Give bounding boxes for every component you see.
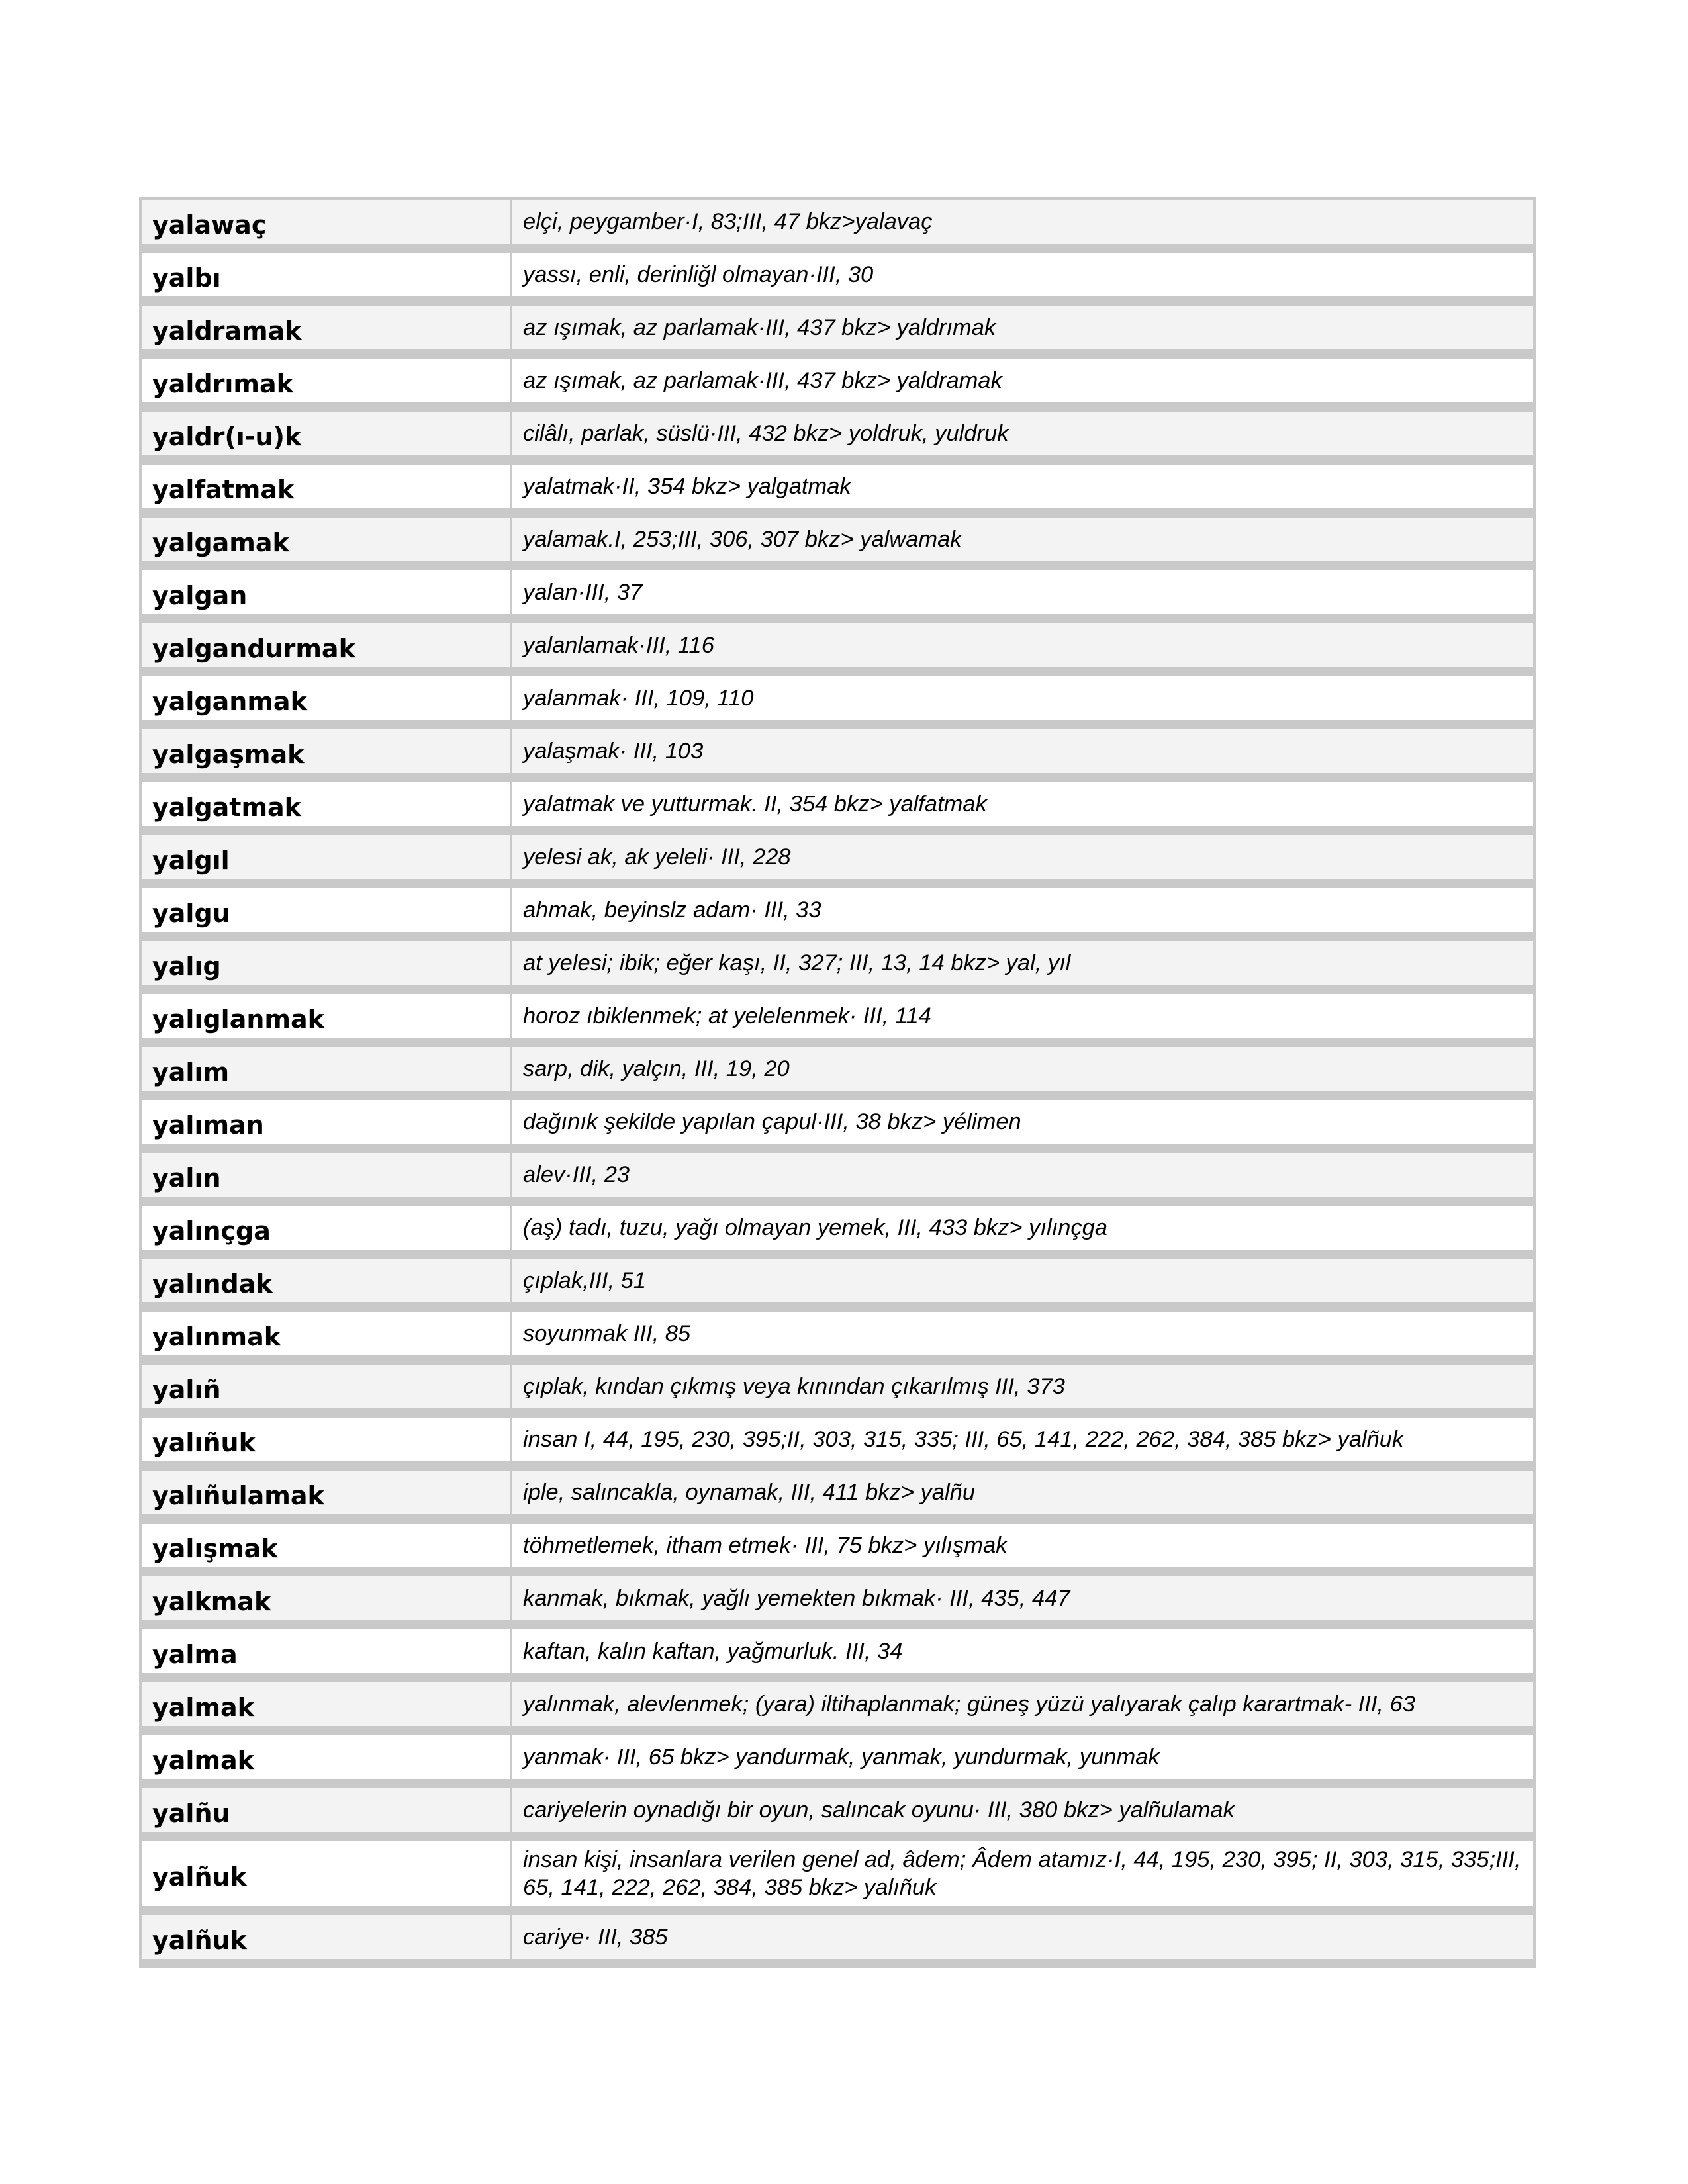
headword: yalgıl	[142, 835, 512, 879]
table-row	[142, 455, 1533, 508]
headword: yalñuk	[142, 1841, 512, 1906]
headword: yalgandurmak	[142, 623, 512, 667]
table-row	[142, 296, 1533, 349]
definition: çıplak,III, 51	[512, 1259, 1533, 1302]
definition: töhmetlemek, itham etmek· III, 75 bkz> yılışmak	[523, 1533, 1008, 1558]
table-row	[142, 1673, 1533, 1726]
definition: insan kişi, insanlara verilen genel ad, âdem; Âdem atamız·I, 44, 195, 230, 395; II, 303, 315, 335;III, 65, 141, 222, 262, 384, 385 bkz> yalıñuk	[523, 1847, 1521, 1900]
definition: kanmak, bıkmak, yağlı yemekten bıkmak· III, 435, 447	[512, 1576, 1533, 1620]
table-row	[142, 985, 1533, 1038]
definition: az ışımak, az parlamak·III, 437 bkz> yaldrımak	[512, 306, 1533, 349]
table-row	[142, 667, 1533, 720]
headword: yaldrımak	[142, 359, 512, 402]
headword: yalıñuk	[142, 1418, 512, 1461]
headword: yalbı	[142, 253, 512, 296]
headword: yaldramak	[142, 306, 512, 349]
table-row	[142, 1038, 1533, 1091]
definition: yassı, enli, derinliğl olmayan·III, 30	[523, 262, 874, 287]
definition: alev·III, 23	[512, 1153, 1533, 1197]
definition: cariyelerin oynadığı bir oyun, salıncak oyunu· III, 380 bkz> yalñulamak	[512, 1788, 1533, 1832]
table-row	[142, 1302, 1533, 1355]
headword: yalgan	[142, 570, 512, 614]
definition: insan I, 44, 195, 230, 395;II, 303, 315, 335; III, 65, 141, 222, 262, 384, 385 bkz> yalñuk	[523, 1427, 1404, 1452]
definition: yalaşmak· III, 103	[512, 729, 1533, 773]
definition: iple, salıncakla, oynamak, III, 411 bkz> yalñu	[512, 1471, 1533, 1514]
headword: yaldr(ı-u)k	[142, 412, 512, 455]
headword: yalma	[142, 1629, 512, 1673]
table-row	[142, 720, 1533, 773]
table-row	[142, 879, 1533, 932]
headword: yalıñulamak	[142, 1471, 512, 1514]
definition: yalınmak, alevlenmek; (yara) iltihaplanmak; güneş yüzü yalıyarak çalıp karartmak- III, 63	[512, 1682, 1533, 1726]
table-row	[142, 614, 1533, 667]
definition: çıplak, kından çıkmış veya kınından çıkarılmış III, 373	[512, 1365, 1533, 1408]
definition: az ışımak, az parlamak·III, 437 bkz> yaldramak	[523, 368, 1002, 393]
table-row	[142, 1906, 1533, 1959]
definition: yalan·III, 37	[523, 580, 643, 605]
table-row	[142, 932, 1533, 985]
table-row	[142, 1408, 1533, 1461]
headword: yalfatmak	[142, 465, 512, 508]
headword: yalgatmak	[142, 782, 512, 826]
headword: yalışmak	[142, 1524, 512, 1567]
table-row	[142, 1779, 1533, 1832]
headword: yalmak	[142, 1735, 512, 1779]
headword: yalñuk	[142, 1915, 512, 1959]
definition: yalatmak ve yutturmak. II, 354 bkz> yalfatmak	[523, 792, 987, 817]
table-row	[142, 1355, 1533, 1408]
table-row	[142, 1197, 1533, 1250]
definition: yalanlamak·III, 116	[512, 623, 1533, 667]
table-row	[142, 1461, 1533, 1514]
headword: yalganmak	[142, 676, 512, 720]
headword: yalgu	[142, 888, 512, 932]
table-row	[142, 244, 1533, 296]
table-row	[142, 1091, 1533, 1144]
table-row	[142, 1620, 1533, 1673]
headword: yalıglanmak	[142, 994, 512, 1038]
definition: yalatmak·II, 354 bkz> yalgatmak	[523, 474, 851, 499]
headword: yalındak	[142, 1259, 512, 1302]
definition: (aş) tadı, tuzu, yağı olmayan yemek, III, 433 bkz> yılınçga	[523, 1215, 1108, 1240]
definition: at yelesi; ibik; eğer kaşı, II, 327; III, 13, 14 bkz> yal, yıl	[512, 941, 1533, 985]
dictionary-table	[139, 197, 1536, 1968]
definition: elçi, peygamber·I, 83;III, 47 bkz>yalavaç	[512, 200, 1533, 244]
definition: cariye· III, 385	[512, 1915, 1533, 1959]
definition: dağınık şekilde yapılan çapul·III, 38 bkz> yélimen	[523, 1109, 1021, 1134]
headword: yalın	[142, 1153, 512, 1197]
table-row	[142, 402, 1533, 455]
table-row	[142, 1250, 1533, 1302]
table-row	[142, 1726, 1533, 1779]
definition: sarp, dik, yalçın, III, 19, 20	[512, 1047, 1533, 1091]
headword: yalıman	[142, 1100, 512, 1144]
headword: yalım	[142, 1047, 512, 1091]
headword: yalawaç	[142, 200, 512, 244]
definition: cilâlı, parlak, süslü·III, 432 bkz> yoldruk, yuldruk	[512, 412, 1533, 455]
headword: yalgaşmak	[142, 729, 512, 773]
definition: yelesi ak, ak yeleli· III, 228	[512, 835, 1533, 879]
table-row	[142, 1567, 1533, 1620]
definition: yalanmak· III, 109, 110	[523, 686, 754, 711]
definition: ahmak, beyinslz adam· III, 33	[523, 897, 821, 923]
headword: yalkmak	[142, 1576, 512, 1620]
table-row	[142, 349, 1533, 402]
table-row	[142, 508, 1533, 561]
table-row	[142, 826, 1533, 879]
definition: yalamak.I, 253;III, 306, 307 bkz> yalwamak	[512, 518, 1533, 561]
headword: yalınçga	[142, 1206, 512, 1250]
headword: yalmak	[142, 1682, 512, 1726]
headword: yalñu	[142, 1788, 512, 1832]
definition: horoz ıbiklenmek; at yelelenmek· III, 114	[523, 1003, 931, 1028]
table-row	[142, 1832, 1533, 1906]
table-row	[142, 200, 1533, 244]
headword: yalıñ	[142, 1365, 512, 1408]
headword: yalgamak	[142, 518, 512, 561]
headword: yalınmak	[142, 1312, 512, 1355]
table-row	[142, 773, 1533, 826]
definition: kaftan, kalın kaftan, yağmurluk. III, 34	[523, 1639, 903, 1664]
definition: yanmak· III, 65 bkz> yandurmak, yanmak, yundurmak, yunmak	[523, 1745, 1160, 1770]
table-row	[142, 561, 1533, 614]
headword: yalıg	[142, 941, 512, 985]
definition: soyunmak III, 85	[523, 1321, 691, 1346]
table-row	[142, 1144, 1533, 1197]
table-row	[142, 1514, 1533, 1567]
